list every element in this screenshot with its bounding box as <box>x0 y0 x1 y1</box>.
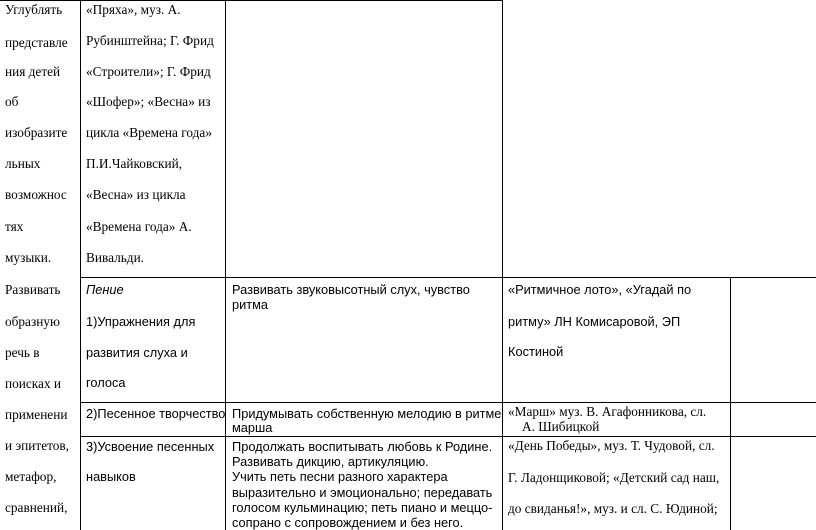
text-line: ритма <box>232 297 269 312</box>
text-line: изобразите <box>5 125 68 140</box>
row4-repertoire-cell <box>508 437 728 530</box>
text-line: речь в <box>5 345 40 360</box>
text-line: до свиданья!», муз. и сл. С. Юдиной; <box>508 501 718 516</box>
text-line: тях <box>5 219 24 234</box>
col4-right-border <box>730 277 731 530</box>
text-line: выразительно и эмоционально; передавать <box>232 485 493 500</box>
text-line: ния детей <box>5 64 61 79</box>
row4-task-cell <box>232 437 500 530</box>
text-line: образную <box>5 314 60 329</box>
text-line: ритму» ЛН Комисаровой, ЭП <box>508 314 681 329</box>
text-line: Развивать дикцию, артикуляцию. <box>232 454 429 469</box>
text-line: Развивать <box>5 282 61 297</box>
text-line: поисках и <box>5 376 62 391</box>
row3-task-cell <box>232 403 500 436</box>
text-line: возможнос <box>5 187 67 202</box>
text-line: марша <box>232 420 273 435</box>
text-line: «Весна» из цикла <box>86 187 186 202</box>
text-line: П.И.Чайковский, <box>86 156 183 171</box>
text-line: Г. Ладонщиковой; «Детский сад наш, <box>508 470 720 485</box>
row3-repertoire-cell <box>508 403 728 436</box>
text-line: льных <box>5 156 41 171</box>
text-line: «Марш» муз. В. Агафонникова, сл. <box>508 404 707 419</box>
row2-repertoire-cell <box>508 278 728 402</box>
text-line: 3)Усвоение песенных <box>86 439 215 454</box>
text-line: «Шофер»; «Весна» из <box>86 94 211 109</box>
row1-repertoire-text <box>86 0 224 277</box>
text-line: «Ритмичное лото», «Угадай по <box>508 282 692 297</box>
text-line: 2)Песенное творчество <box>86 406 226 421</box>
text-line: Рубинштейна; Г. Фрид <box>86 33 214 48</box>
text-line: метафор, <box>5 469 57 484</box>
text-line: Костиной <box>508 344 564 359</box>
text-line: голосом кульминацию; петь пиано и меццо- <box>232 500 493 515</box>
text-line: Продолжать воспитывать любовь к Родине. <box>232 439 493 454</box>
text-line: «Строители»; Г. Фрид <box>86 64 211 79</box>
col2-right-border <box>225 0 226 530</box>
text-line: цикла «Времена года» <box>86 125 212 140</box>
text-line: 1)Упражнения для <box>86 314 196 329</box>
row2-task-cell <box>232 278 500 402</box>
text-line: представле <box>5 35 68 50</box>
text-line: Углублять <box>5 2 63 17</box>
text-line: «Времена года» А. <box>86 219 192 234</box>
text-line: развития слуха и <box>86 345 188 360</box>
text-line: А. Шибицкой <box>522 419 600 434</box>
text-line: Учить петь песни разного характера <box>232 469 448 484</box>
text-line: Вивальди. <box>86 250 145 265</box>
text-line: об <box>5 94 19 109</box>
text-line: музыки. <box>5 250 52 265</box>
col3-right-border <box>502 0 503 530</box>
text-line: сопрано с сопровождением и без него. <box>232 515 464 530</box>
text-line: и эпитетов, <box>5 438 69 453</box>
text-line: «Пряха», муз. А. <box>86 2 181 17</box>
text-line: применени <box>5 407 68 422</box>
text-line: голоса <box>86 375 126 390</box>
col1-right-border <box>80 0 81 530</box>
text-line: сравнений, <box>5 500 68 515</box>
goals-column-text <box>5 0 79 530</box>
row2-activity-cell <box>86 278 224 402</box>
text-line: Придумывать собственную мелодию в ритме <box>232 406 502 421</box>
row4-activity-cell <box>86 437 224 530</box>
section-title-singing: Пение <box>86 282 124 297</box>
row3-activity-cell <box>86 403 224 436</box>
text-line: «День Победы», муз. Т. Чудовой, сл. <box>508 438 715 453</box>
text-line: Развивать звуковысотный слух, чувство <box>232 282 470 297</box>
text-line: навыков <box>86 469 136 484</box>
